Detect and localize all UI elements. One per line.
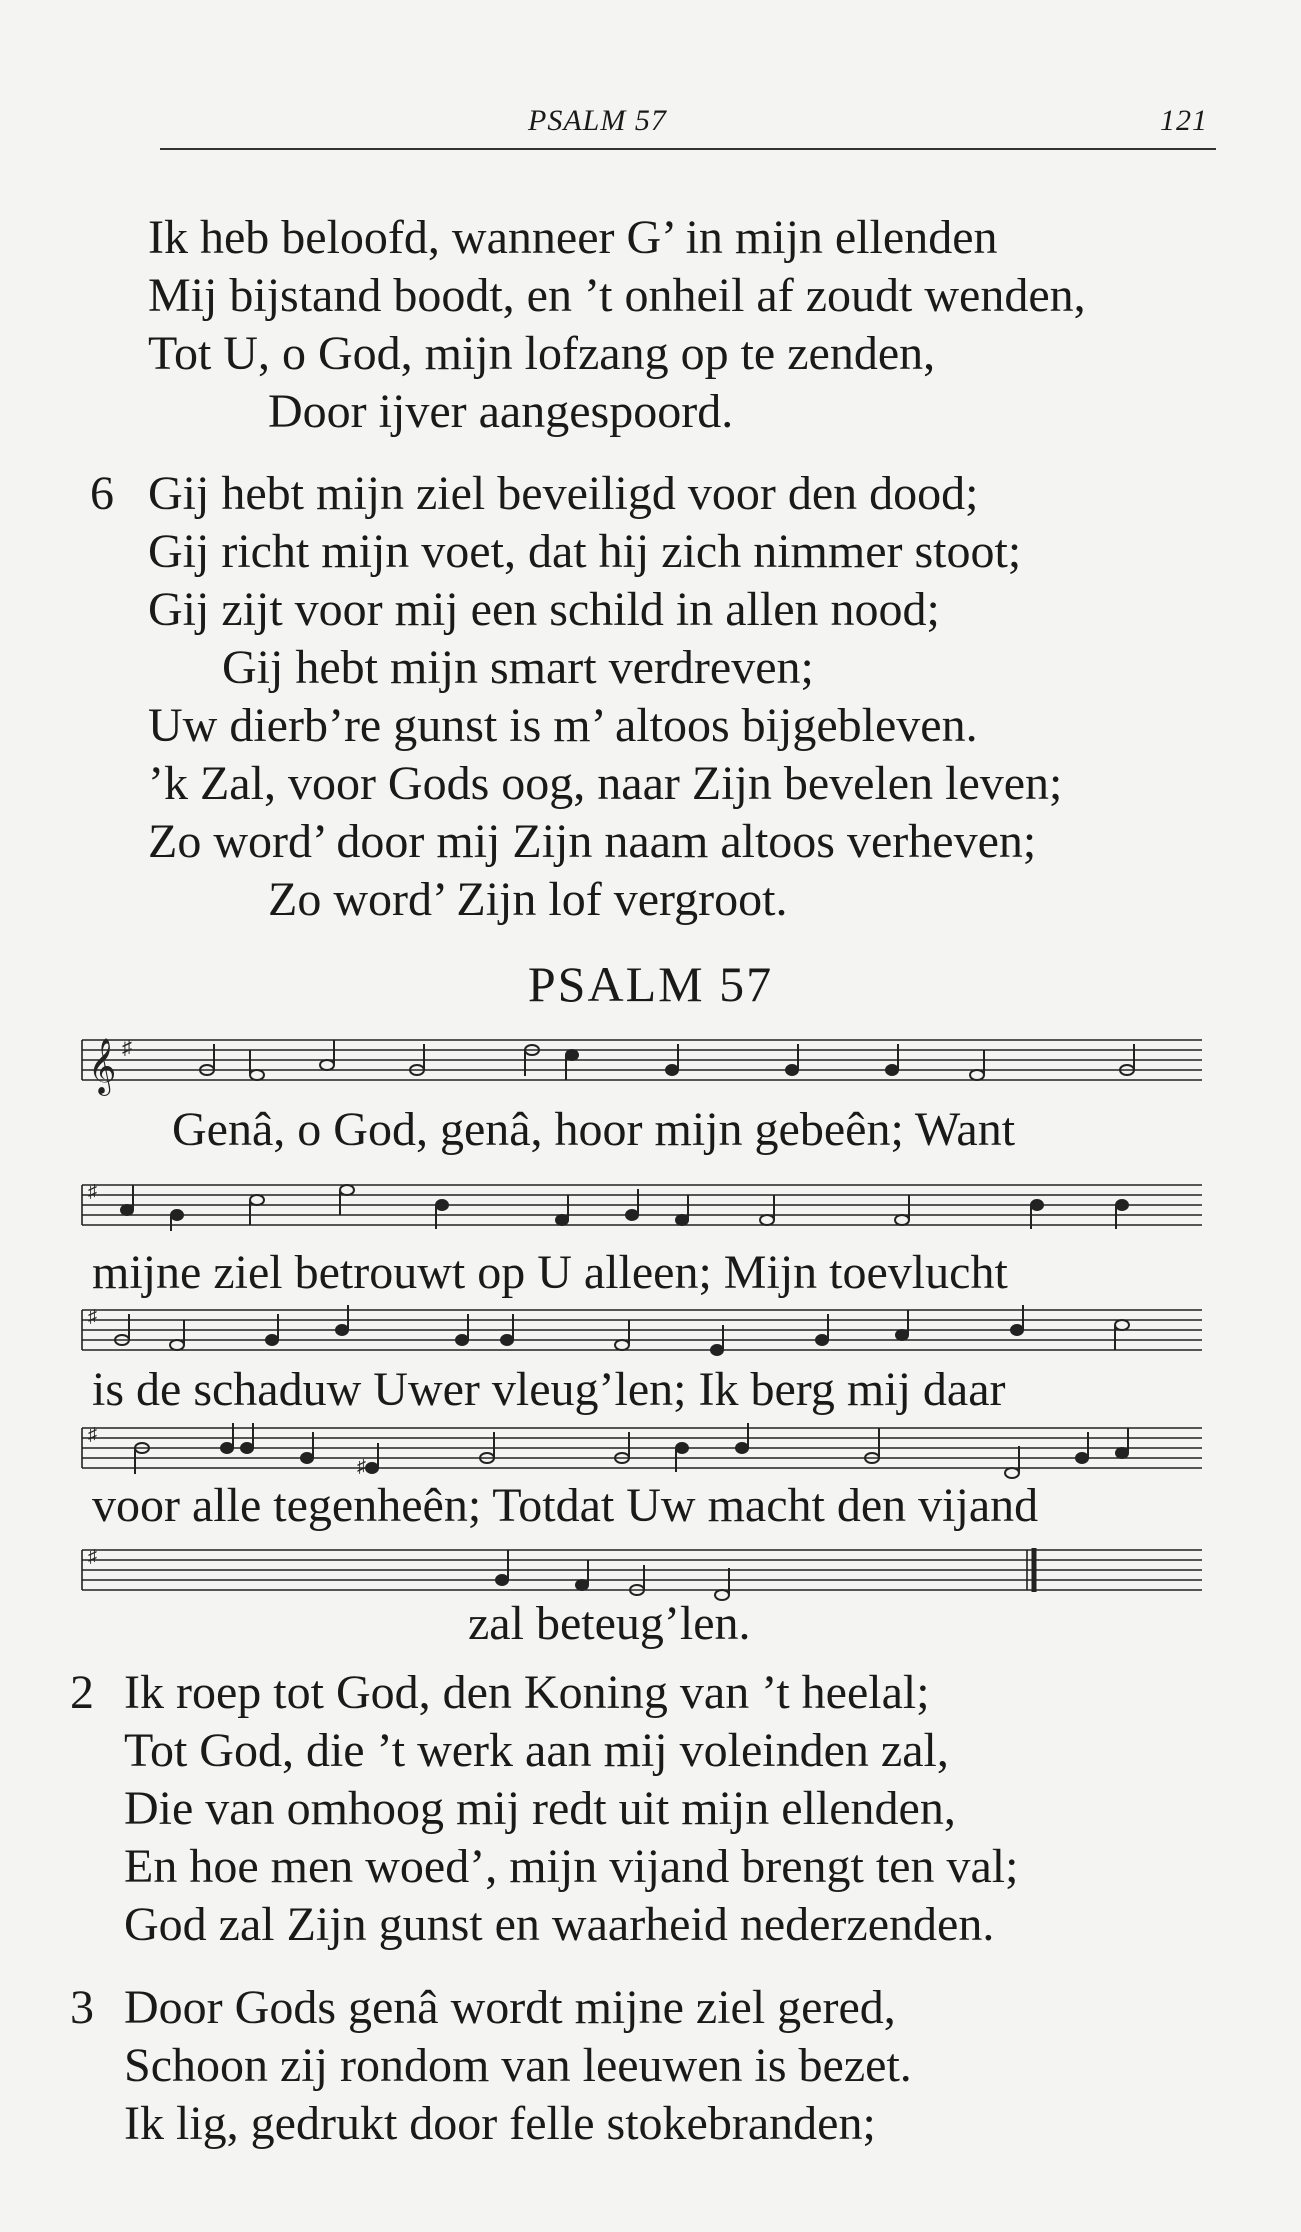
psalm-title: PSALM 57 <box>527 956 774 1012</box>
verse-line: Gij hebt mijn smart verdreven; <box>222 641 814 694</box>
music-staff <box>82 1175 1202 1239</box>
music-staff <box>82 1300 1202 1364</box>
verse-line: Uw dierb’re gunst is m’ altoos bijgebleven. <box>148 699 978 752</box>
staff-svg-4 <box>82 1418 1202 1482</box>
staff-svg-1 <box>82 1030 1202 1094</box>
music-lyric-line: is de schaduw Uwer vleug’len; Ik berg mij daar <box>92 1363 1006 1416</box>
verse-line: Ik roep tot God, den Koning van ’t heelal; <box>124 1666 930 1719</box>
running-head <box>168 104 1208 144</box>
music-staff <box>82 1418 1202 1482</box>
music-lyric-line: voor alle tegenheên; Totdat Uw macht den vijand <box>92 1479 1039 1532</box>
treble-clef-icon: 𝄞 <box>88 1038 117 1094</box>
verse-line: Schoon zij rondom van leeuwen is bezet. <box>124 2039 912 2092</box>
verse-line: ’k Zal, voor Gods oog, naar Zijn bevelen leven; <box>148 757 1063 810</box>
staff-svg-5 <box>82 1540 1202 1604</box>
verse-line: Tot God, die ’t werk aan mij voleinden zal, <box>124 1724 949 1777</box>
verse-number: 6 <box>90 467 114 520</box>
verse-line: Gij richt mijn voet, dat hij zich nimmer stoot; <box>148 525 1022 578</box>
verse-line: Ik lig, gedrukt door felle stokebranden; <box>124 2097 876 2150</box>
music-lyric-line: zal beteug’len. <box>468 1597 751 1650</box>
sharp-sign: ♯ <box>88 1181 97 1201</box>
verse-line: Door Gods genâ wordt mijne ziel gered, <box>124 1981 896 2034</box>
stanza-line: Mij bijstand boodt, en ’t onheil af zoudt wenden, <box>148 269 1086 322</box>
verse-number: 2 <box>70 1666 94 1719</box>
sharp-sign: ♯ <box>357 1456 366 1476</box>
page-number: 121 <box>1160 104 1208 137</box>
verse-line: Gij hebt mijn ziel beveiligd voor den dood; <box>148 467 979 520</box>
running-head-title: PSALM 57 <box>528 104 667 137</box>
verse-number: 3 <box>70 1981 94 2034</box>
music-staff <box>82 1540 1202 1604</box>
music-lyric-line: mijne ziel betrouwt op U alleen; Mijn toevlucht <box>92 1246 1008 1299</box>
verse-line: Die van omhoog mij redt uit mijn ellenden, <box>124 1782 956 1835</box>
verse-line: Gij zijt voor mij een schild in allen nood; <box>148 583 940 636</box>
stanza-line: Ik heb beloofd, wanneer G’ in mijn ellenden <box>148 211 998 264</box>
stanza-line: Tot U, o God, mijn lofzang op te zenden, <box>148 327 936 380</box>
verse-line: En hoe men woed’, mijn vijand brengt ten val; <box>124 1840 1019 1893</box>
verse-line: Zo word’ Zijn lof vergroot. <box>268 873 788 926</box>
music-lyric-line: Genâ, o God, genâ, hoor mijn gebeên; Want <box>172 1103 1016 1156</box>
staff-svg-2 <box>82 1175 1202 1239</box>
sharp-sign: ♯ <box>122 1037 132 1059</box>
header-rule <box>160 148 1216 150</box>
stanza-line: Door ijver aangespoord. <box>268 385 734 438</box>
verse-line: Zo word’ door mij Zijn naam altoos verheven; <box>148 815 1037 868</box>
music-staff <box>82 1030 1202 1094</box>
verse-line: God zal Zijn gunst en waarheid nederzenden. <box>124 1898 995 1951</box>
staff-svg-3 <box>82 1300 1202 1364</box>
sharp-sign: ♯ <box>88 1306 97 1326</box>
sharp-sign: ♯ <box>88 1546 97 1566</box>
sharp-sign: ♯ <box>88 1424 97 1444</box>
